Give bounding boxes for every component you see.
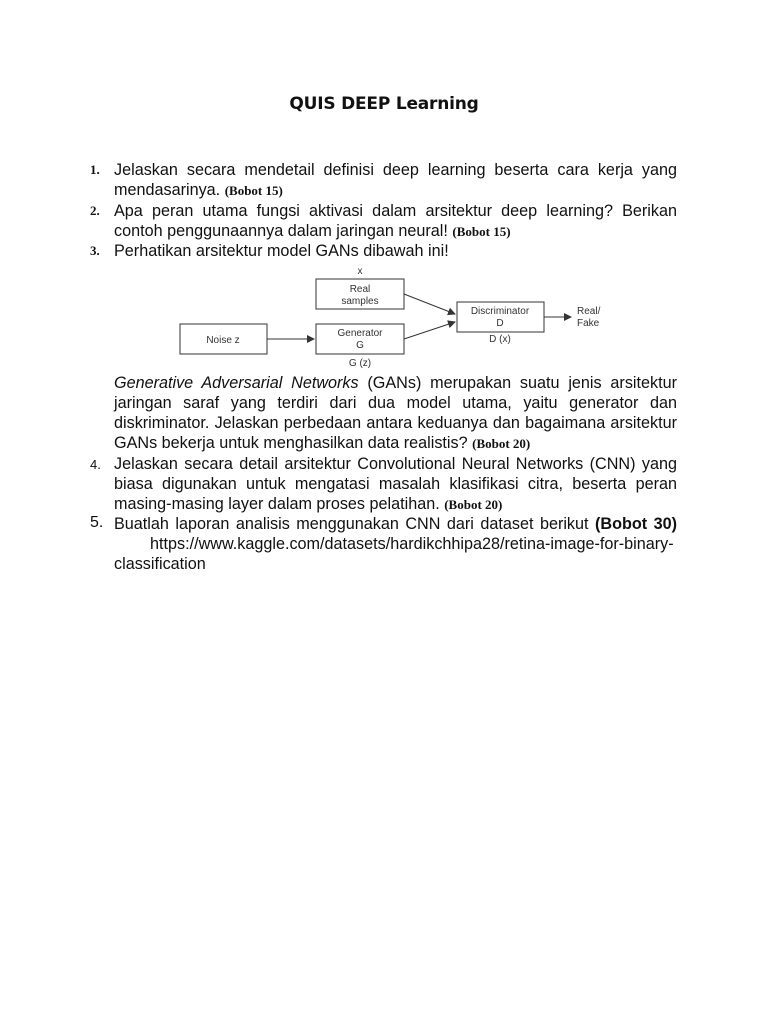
question-3-weight: (Bobot 20): [472, 436, 531, 451]
gans-diagram: [175, 262, 635, 370]
question-2: [114, 201, 677, 242]
diagram-x-label: x: [357, 266, 363, 277]
generator-label-1: Generator: [337, 328, 383, 339]
question-2-weight: (Bobot 15): [452, 224, 511, 239]
question-number-5: 5.: [90, 514, 104, 531]
question-number-4: 4.: [90, 457, 101, 472]
discriminator-output-label: D (x): [489, 334, 511, 345]
question-4-text: Jelaskan secara detail arsitektur Convolutional Neural Networks (CNN) yang biasa digunakan untuk mengatasi masalah klasifikasi citra, beserta peran masing-masing layer dalam proses pelatihan.: [114, 455, 677, 513]
question-5-weight: (Bobot 30): [595, 515, 678, 533]
question-1-text: Jelaskan secara mendetail definisi deep learning beserta cara kerja yang mendasarinya.: [114, 161, 677, 199]
noise-label: Noise z: [206, 335, 240, 346]
generator-to-discriminator-arrow: [404, 322, 455, 339]
question-3-body: [114, 373, 677, 454]
question-number-2: 2.: [90, 203, 100, 218]
result-label-2: Fake: [577, 318, 600, 329]
real-samples-label-1: Real: [349, 284, 371, 295]
result-label-1: Real/: [577, 306, 601, 317]
gans-term: Generative Adversarial Networks: [114, 374, 359, 392]
question-2-text: Apa peran utama fungsi aktivasi dalam arsitektur deep learning? Berikan contoh penggunaannya dalam jaringan neural!: [114, 202, 677, 240]
page-title: QUIS DEEP Learning: [289, 94, 479, 114]
dataset-link[interactable]: https://www.kaggle.com/datasets/hardikchhipa28/retina-image-for-binary-classification: [114, 535, 674, 573]
question-1-weight: (Bobot 15): [224, 183, 283, 198]
question-number-1: 1.: [90, 162, 100, 177]
question-1: [114, 160, 677, 201]
question-number-3: 3.: [90, 243, 100, 258]
question-4-weight: (Bobot 20): [444, 497, 503, 512]
generator-output-label: G (z): [348, 358, 372, 369]
question-3-text: (GANs) merupakan suatu jenis arsitektur jaringan saraf yang terdiri dari dua model utama, yaitu generator dan diskriminator. Jelaskan perbedaan antara keduanya dan bagaimana arsitektur GANs bekerja untuk menghasilkan data realistis?: [114, 374, 677, 452]
question-3-intro: Perhatikan arsitektur model GANs dibawah ini!: [114, 242, 449, 260]
real-to-discriminator-arrow: [404, 294, 455, 314]
question-4: [114, 454, 677, 515]
generator-label-2: G: [356, 340, 364, 351]
discriminator-label-2: D: [496, 318, 504, 329]
question-5-text: Buatlah laporan analisis menggunakan CNN dari dataset berikut: [114, 515, 595, 533]
discriminator-label-1: Discriminator: [470, 306, 530, 317]
question-5: [114, 514, 677, 574]
real-samples-label-2: samples: [341, 296, 379, 307]
